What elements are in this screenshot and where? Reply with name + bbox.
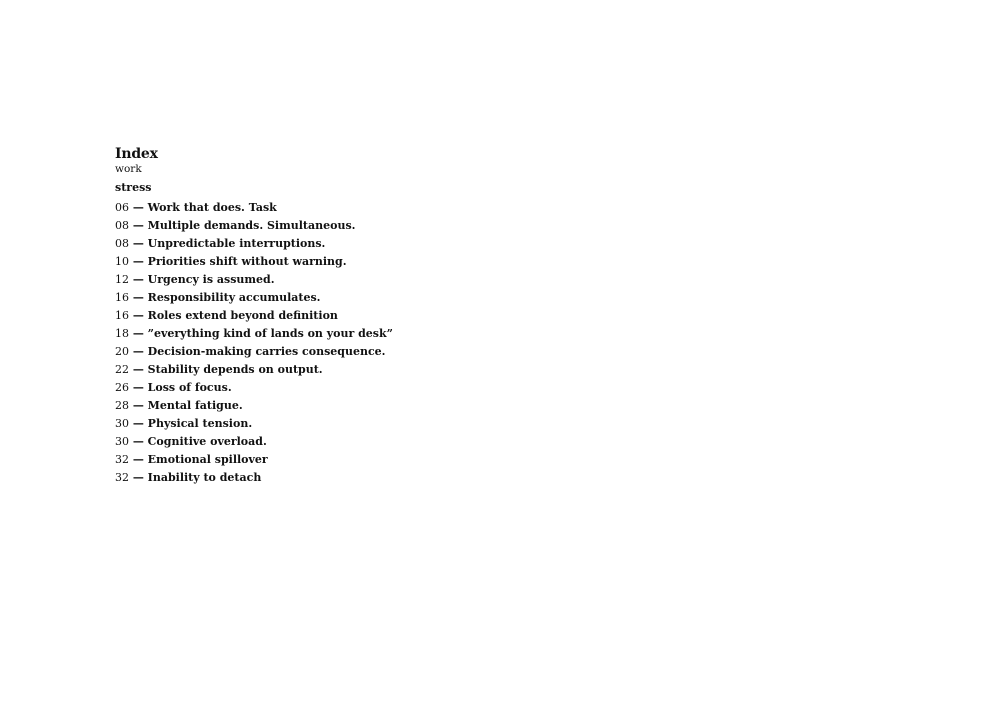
index-entry [115, 361, 615, 379]
index-entry-list [115, 199, 615, 487]
entry-separator: — [129, 291, 148, 304]
entry-separator: — [129, 201, 148, 214]
entry-text: Priorities shift without warning. [147, 255, 347, 268]
entry-text: Urgency is assumed. [147, 273, 275, 286]
entry-separator: — [129, 345, 148, 358]
entry-page-number: 28 [115, 399, 129, 412]
index-section-heading: stress [115, 181, 152, 194]
index-entry [115, 289, 615, 307]
index-entry [115, 397, 615, 415]
entry-text: Stability depends on output. [147, 363, 323, 376]
entry-separator: — [129, 363, 148, 376]
index-title: Index [115, 146, 158, 162]
index-subtitle: work [115, 163, 142, 175]
index-entry [115, 415, 615, 433]
index-entry [115, 253, 615, 271]
entry-text: Unpredictable interruptions. [147, 237, 326, 250]
entry-separator: — [129, 417, 148, 430]
entry-page-number: 30 [115, 417, 129, 430]
index-entry [115, 325, 615, 343]
entry-text: Inability to detach [147, 471, 262, 484]
entry-separator: — [129, 453, 148, 466]
index-entry [115, 235, 615, 253]
index-entry [115, 343, 615, 361]
entry-text: Work that does. Task [147, 201, 277, 214]
entry-page-number: 22 [115, 363, 129, 376]
entry-separator: — [129, 435, 148, 448]
entry-text: Emotional spillover [147, 453, 268, 466]
index-entry [115, 217, 615, 235]
index-entry [115, 379, 615, 397]
entry-separator: — [129, 327, 148, 340]
entry-separator: — [129, 219, 148, 232]
entry-text: Responsibility accumulates. [147, 291, 321, 304]
entry-page-number: 08 [115, 237, 129, 250]
entry-separator: — [129, 471, 148, 484]
entry-page-number: 20 [115, 345, 129, 358]
entry-text: ”everything kind of lands on your desk” [147, 327, 393, 340]
entry-page-number: 32 [115, 453, 129, 466]
index-block [115, 146, 615, 487]
index-entry [115, 451, 615, 469]
entry-text: Multiple demands. Simultaneous. [147, 219, 356, 232]
entry-separator: — [129, 381, 148, 394]
entry-page-number: 30 [115, 435, 129, 448]
entry-text: Cognitive overload. [147, 435, 267, 448]
entry-page-number: 06 [115, 201, 129, 214]
entry-text: Mental fatigue. [147, 399, 243, 412]
index-entry [115, 199, 615, 217]
entry-text: Loss of focus. [147, 381, 232, 394]
index-entry [115, 469, 615, 487]
entry-separator: — [129, 399, 148, 412]
entry-text: Roles extend beyond definition [147, 309, 338, 322]
index-entry [115, 271, 615, 289]
entry-separator: — [129, 309, 148, 322]
entry-separator: — [129, 273, 148, 286]
entry-separator: — [129, 255, 148, 268]
entry-separator: — [129, 237, 148, 250]
index-entry [115, 307, 615, 325]
entry-page-number: 10 [115, 255, 129, 268]
entry-text: Decision-making carries consequence. [147, 345, 386, 358]
entry-page-number: 16 [115, 291, 129, 304]
entry-page-number: 32 [115, 471, 129, 484]
entry-page-number: 18 [115, 327, 129, 340]
entry-text: Physical tension. [147, 417, 253, 430]
entry-page-number: 26 [115, 381, 129, 394]
entry-page-number: 08 [115, 219, 129, 232]
index-entry [115, 433, 615, 451]
entry-page-number: 12 [115, 273, 129, 286]
entry-page-number: 16 [115, 309, 129, 322]
